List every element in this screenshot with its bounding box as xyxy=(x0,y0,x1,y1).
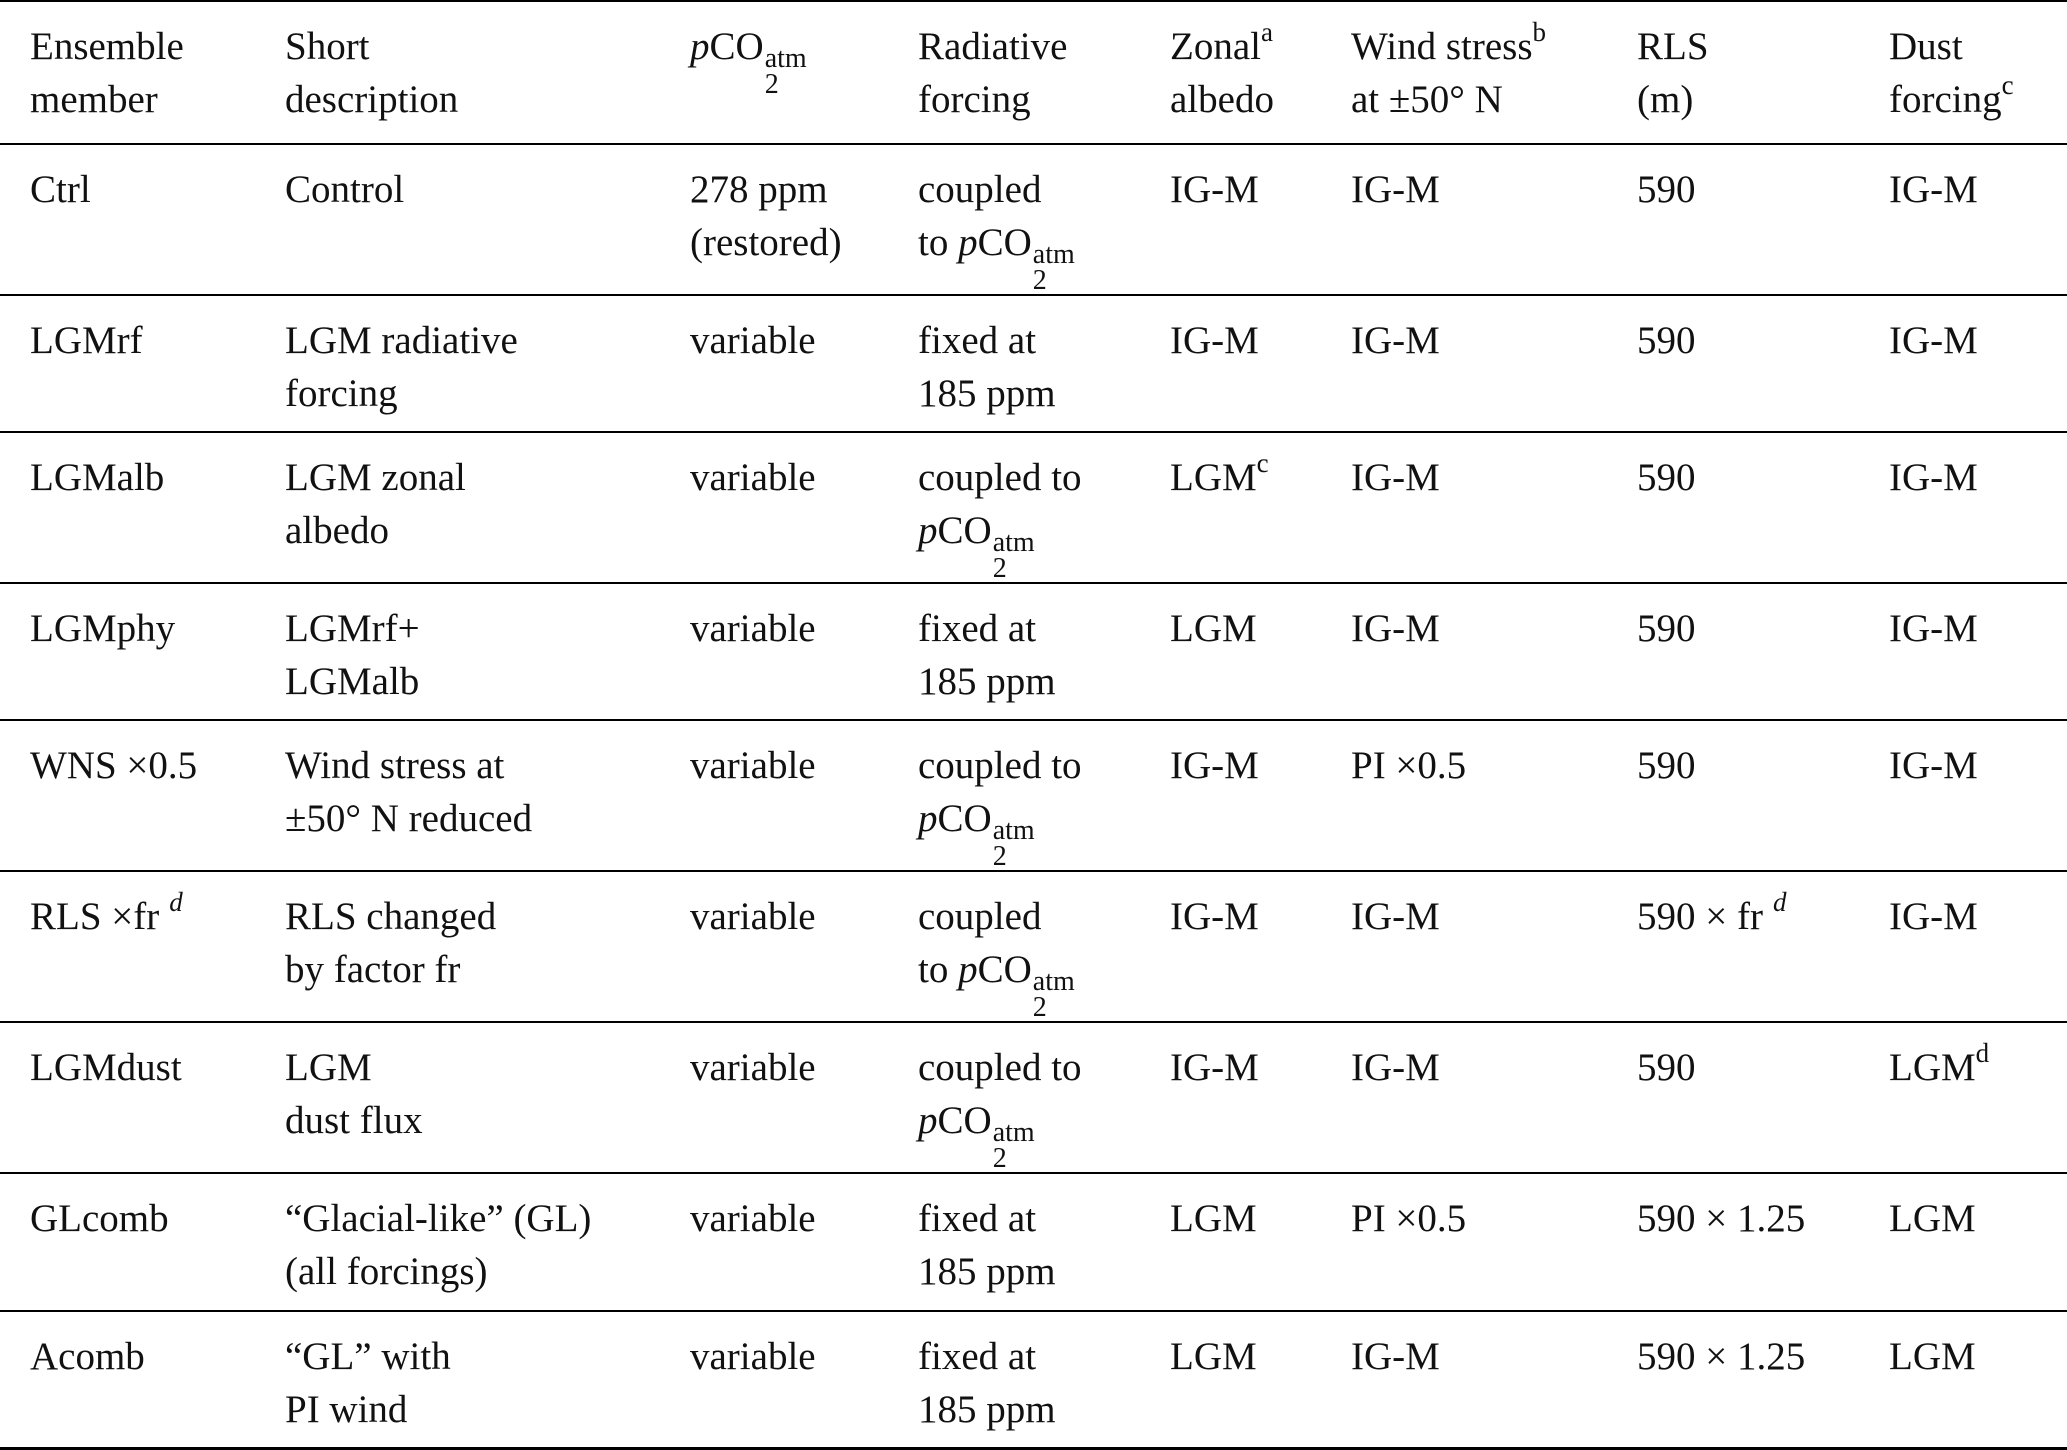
cell-text: 590 xyxy=(1637,1046,1696,1089)
footnote-marker: a xyxy=(1260,17,1273,47)
cell-text: Wind stress at xyxy=(285,744,505,787)
cell-member xyxy=(0,1022,255,1173)
cell-text: IG-M xyxy=(1351,456,1440,499)
table-row xyxy=(0,1022,2067,1173)
chem-p: p xyxy=(918,1099,938,1142)
header-text: forcing xyxy=(918,78,1031,121)
cell-text: by factor fr xyxy=(285,948,461,991)
cell-pco2 xyxy=(660,1022,888,1173)
cell-text: LGM xyxy=(1170,1197,1257,1240)
chem-co: CO xyxy=(937,797,992,840)
cell-text: IG-M xyxy=(1889,456,1978,499)
cell-text: fixed at xyxy=(918,319,1037,362)
pco2-symbol xyxy=(918,797,1035,872)
cell-wind-stress xyxy=(1321,432,1607,583)
header-ensemble-member xyxy=(0,1,255,144)
cell-text: variable xyxy=(690,1046,816,1089)
chem-sub: 2 xyxy=(992,841,1007,872)
cell-text: IG-M xyxy=(1351,319,1440,362)
cell-text: 590 xyxy=(1637,456,1696,499)
cell-pco2 xyxy=(660,720,888,871)
cell-text: coupled to xyxy=(918,456,1082,499)
pco2-symbol: pCO atm 2 xyxy=(690,25,807,100)
cell-text: forcing xyxy=(285,372,398,415)
footnote-marker: c xyxy=(2001,70,2014,100)
chem-sub: 2 xyxy=(1032,992,1047,1023)
cell-text: “Glacial-like” (GL) xyxy=(285,1197,592,1240)
chem-p: p xyxy=(958,221,978,264)
footnote-marker: c xyxy=(1256,448,1269,478)
cell-description xyxy=(255,295,660,432)
header-text: at ±50° N xyxy=(1351,78,1503,121)
cell-radiative-forcing xyxy=(888,720,1140,871)
cell-member xyxy=(0,871,255,1022)
cell-text: LGM zonal xyxy=(285,456,466,499)
cell-text: fixed at xyxy=(918,607,1037,650)
cell-text: Acomb xyxy=(30,1335,145,1378)
cell-text: 590 xyxy=(1637,744,1696,787)
cell-rls xyxy=(1607,583,1859,720)
cell-pco2 xyxy=(660,295,888,432)
cell-description xyxy=(255,871,660,1022)
cell-member xyxy=(0,583,255,720)
footnote-marker: d xyxy=(1975,1038,1990,1068)
table-row xyxy=(0,871,2067,1022)
cell-albedo xyxy=(1140,295,1321,432)
cell-text: Control xyxy=(285,168,405,211)
cell-radiative-forcing xyxy=(888,144,1140,295)
cell-text: LGMrf+ xyxy=(285,607,420,650)
header-row xyxy=(0,1,2067,144)
cell-text: LGMalb xyxy=(30,456,165,499)
cell-pco2 xyxy=(660,144,888,295)
cell-text: 590 × fr xyxy=(1637,895,1763,938)
cell-text: 590 × 1.25 xyxy=(1637,1197,1806,1240)
cell-text: ±50° N reduced xyxy=(285,797,533,840)
cell-text: variable xyxy=(690,1197,816,1240)
cell-text: IG-M xyxy=(1351,168,1440,211)
cell-wind-stress xyxy=(1321,295,1607,432)
cell-text: 590 xyxy=(1637,168,1696,211)
cell-text: IG-M xyxy=(1351,1046,1440,1089)
cell-text: IG-M xyxy=(1170,895,1259,938)
cell-text: 590 xyxy=(1637,607,1696,650)
cell-albedo xyxy=(1140,720,1321,871)
cell-pco2 xyxy=(660,871,888,1022)
header-text: forcing xyxy=(1889,78,2002,121)
cell-text: (all forcings) xyxy=(285,1250,488,1293)
cell-text: albedo xyxy=(285,509,389,552)
table-header xyxy=(0,1,2067,144)
cell-text: fixed at xyxy=(918,1197,1037,1240)
cell-member xyxy=(0,144,255,295)
cell-text: PI ×0.5 xyxy=(1351,1197,1467,1240)
cell-text: coupled to xyxy=(918,1046,1082,1089)
cell-dust-forcing xyxy=(1859,295,2067,432)
cell-text: IG-M xyxy=(1889,319,1978,362)
cell-text: variable xyxy=(690,1335,816,1378)
cell-wind-stress xyxy=(1321,1311,1607,1448)
cell-text: GLcomb xyxy=(30,1197,169,1240)
cell-description xyxy=(255,1173,660,1311)
cell-member xyxy=(0,432,255,583)
chem-sub: 2 xyxy=(1032,265,1047,296)
footnote-marker: d xyxy=(169,887,183,917)
cell-text: IG-M xyxy=(1170,319,1259,362)
header-wind-stress xyxy=(1321,1,1607,144)
footnote-marker: d xyxy=(1772,887,1787,917)
chem-p: p xyxy=(918,797,938,840)
table-row xyxy=(0,583,2067,720)
cell-radiative-forcing xyxy=(888,1022,1140,1173)
cell-dust-forcing xyxy=(1859,1022,2067,1173)
header-text: Ensemble xyxy=(30,25,184,68)
cell-pco2 xyxy=(660,1311,888,1448)
cell-text: LGM xyxy=(1889,1197,1976,1240)
cell-text: LGMrf xyxy=(30,319,143,362)
cell-albedo xyxy=(1140,1311,1321,1448)
cell-text: LGM xyxy=(1170,1335,1257,1378)
cell-text: 278 ppm xyxy=(690,168,828,211)
cell-radiative-forcing xyxy=(888,583,1140,720)
cell-rls xyxy=(1607,1311,1859,1448)
cell-pco2 xyxy=(660,583,888,720)
cell-text: Ctrl xyxy=(30,168,91,211)
header-pco2 xyxy=(660,1,888,144)
cell-dust-forcing xyxy=(1859,720,2067,871)
chem-co: CO xyxy=(937,1099,992,1142)
header-text: Zonal xyxy=(1170,25,1261,68)
cell-rls xyxy=(1607,295,1859,432)
cell-text: LGM xyxy=(1170,456,1257,499)
cell-pco2 xyxy=(660,432,888,583)
cell-text: to xyxy=(918,221,959,264)
header-zonal-albedo xyxy=(1140,1,1321,144)
cell-rls xyxy=(1607,1173,1859,1311)
cell-rls xyxy=(1607,144,1859,295)
pco2-symbol xyxy=(918,1099,1035,1174)
cell-text: IG-M xyxy=(1170,168,1259,211)
cell-text: PI wind xyxy=(285,1388,408,1431)
cell-text: IG-M xyxy=(1351,895,1440,938)
pco2-symbol xyxy=(958,948,1075,1023)
cell-text: LGMphy xyxy=(30,607,176,650)
cell-text: IG-M xyxy=(1170,1046,1259,1089)
cell-text: IG-M xyxy=(1889,895,1978,938)
cell-text: LGM xyxy=(1170,607,1257,650)
cell-text: dust flux xyxy=(285,1099,423,1142)
cell-text: coupled xyxy=(918,168,1042,211)
cell-text: variable xyxy=(690,319,816,362)
header-text: Short xyxy=(285,25,370,68)
cell-text: variable xyxy=(690,744,816,787)
header-text: Dust xyxy=(1889,25,1963,68)
cell-text: LGMalb xyxy=(285,660,420,703)
cell-text: LGMdust xyxy=(30,1046,182,1089)
cell-radiative-forcing xyxy=(888,432,1140,583)
cell-text: PI ×0.5 xyxy=(1351,744,1467,787)
cell-albedo xyxy=(1140,871,1321,1022)
cell-text: 185 ppm xyxy=(918,660,1056,703)
table-row xyxy=(0,1311,2067,1448)
chem-co: CO xyxy=(977,948,1032,991)
cell-text: LGM radiative xyxy=(285,319,518,362)
cell-member xyxy=(0,1173,255,1311)
cell-radiative-forcing xyxy=(888,1311,1140,1448)
chem-sub: 2 xyxy=(992,553,1007,584)
chem-sup: atm xyxy=(1032,239,1075,270)
cell-text: IG-M xyxy=(1351,607,1440,650)
cell-text: 590 xyxy=(1637,319,1696,362)
cell-text: “GL” with xyxy=(285,1335,451,1378)
cell-dust-forcing xyxy=(1859,144,2067,295)
cell-description xyxy=(255,1022,660,1173)
cell-text: variable xyxy=(690,456,816,499)
header-text: RLS xyxy=(1637,25,1709,68)
cell-albedo xyxy=(1140,144,1321,295)
cell-radiative-forcing xyxy=(888,295,1140,432)
cell-radiative-forcing xyxy=(888,871,1140,1022)
cell-text: coupled to xyxy=(918,744,1082,787)
header-text: albedo xyxy=(1170,78,1274,121)
table-row xyxy=(0,1173,2067,1311)
cell-albedo xyxy=(1140,583,1321,720)
pco2-symbol xyxy=(918,509,1035,584)
cell-text: 185 ppm xyxy=(918,1388,1056,1431)
cell-wind-stress xyxy=(1321,720,1607,871)
cell-text: fixed at xyxy=(918,1335,1037,1378)
cell-member xyxy=(0,1311,255,1448)
cell-dust-forcing xyxy=(1859,871,2067,1022)
chem-sup: atm xyxy=(992,815,1035,846)
chem-sup: atm xyxy=(992,1117,1035,1148)
cell-text: 185 ppm xyxy=(918,372,1056,415)
header-text: Wind stress xyxy=(1351,25,1533,68)
chem-sup: atm xyxy=(1032,966,1075,997)
cell-dust-forcing xyxy=(1859,1173,2067,1311)
cell-dust-forcing xyxy=(1859,1311,2067,1448)
table-row xyxy=(0,720,2067,871)
cell-text: WNS ×0.5 xyxy=(30,744,198,787)
cell-wind-stress xyxy=(1321,871,1607,1022)
cell-albedo xyxy=(1140,1022,1321,1173)
pco2-symbol xyxy=(958,221,1075,296)
cell-dust-forcing xyxy=(1859,583,2067,720)
chem-sub: 2 xyxy=(992,1143,1007,1174)
cell-text: 590 × 1.25 xyxy=(1637,1335,1806,1378)
cell-description xyxy=(255,1311,660,1448)
header-rls xyxy=(1607,1,1859,144)
header-dust-forcing xyxy=(1859,1,2067,144)
cell-description xyxy=(255,583,660,720)
cell-text: IG-M xyxy=(1889,607,1978,650)
chem-co: CO xyxy=(937,509,992,552)
cell-text: IG-M xyxy=(1889,168,1978,211)
cell-albedo xyxy=(1140,432,1321,583)
cell-description xyxy=(255,144,660,295)
chem-co: CO xyxy=(977,221,1032,264)
cell-text: IG-M xyxy=(1170,744,1259,787)
cell-albedo xyxy=(1140,1173,1321,1311)
chem-sup: atm xyxy=(992,527,1035,558)
cell-description xyxy=(255,720,660,871)
header-short-description xyxy=(255,1,660,144)
cell-text: RLS changed xyxy=(285,895,497,938)
cell-rls xyxy=(1607,720,1859,871)
table-row xyxy=(0,432,2067,583)
header-text: description xyxy=(285,78,459,121)
cell-rls xyxy=(1607,432,1859,583)
cell-text: variable xyxy=(690,607,816,650)
cell-dust-forcing xyxy=(1859,432,2067,583)
table-body xyxy=(0,144,2067,1448)
header-radiative-forcing xyxy=(888,1,1140,144)
header-text: (m) xyxy=(1637,78,1694,121)
cell-text: 185 ppm xyxy=(918,1250,1056,1293)
table-row xyxy=(0,144,2067,295)
cell-wind-stress xyxy=(1321,1022,1607,1173)
footnote-marker: b xyxy=(1532,17,1546,47)
header-text: Radiative xyxy=(918,25,1068,68)
cell-text: LGM xyxy=(285,1046,372,1089)
cell-text: IG-M xyxy=(1351,1335,1440,1378)
cell-text: coupled xyxy=(918,895,1042,938)
cell-text: (restored) xyxy=(690,221,842,264)
cell-text: IG-M xyxy=(1889,744,1978,787)
cell-text: to xyxy=(918,948,959,991)
cell-text: RLS ×fr xyxy=(30,895,160,938)
cell-radiative-forcing xyxy=(888,1173,1140,1311)
table-row xyxy=(0,295,2067,432)
cell-pco2 xyxy=(660,1173,888,1311)
cell-member xyxy=(0,295,255,432)
chem-p: p xyxy=(958,948,978,991)
header-text: member xyxy=(30,78,158,121)
cell-wind-stress xyxy=(1321,144,1607,295)
cell-rls xyxy=(1607,1022,1859,1173)
cell-wind-stress xyxy=(1321,583,1607,720)
cell-text: LGM xyxy=(1889,1335,1976,1378)
cell-description xyxy=(255,432,660,583)
cell-member xyxy=(0,720,255,871)
cell-wind-stress xyxy=(1321,1173,1607,1311)
chem-p: p xyxy=(918,509,938,552)
cell-text: variable xyxy=(690,895,816,938)
cell-text: LGM xyxy=(1889,1046,1976,1089)
cell-rls xyxy=(1607,871,1859,1022)
